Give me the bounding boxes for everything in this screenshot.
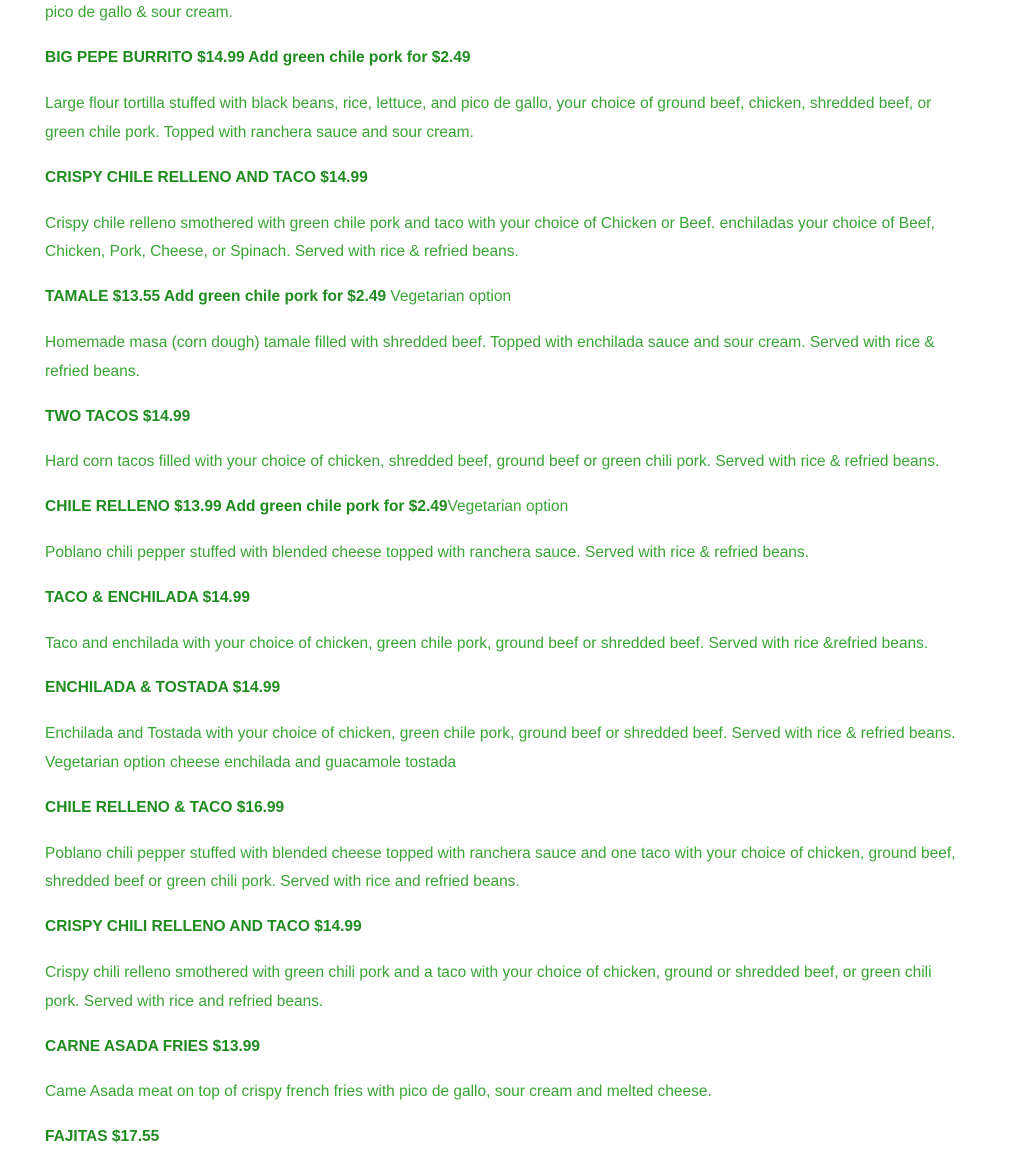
item-description-line: Taco and enchilada with your choice of chicken, green chile pork, ground beef or shredded beef. Served with rice &refried beans. [45, 635, 929, 652]
item-title-crispy-chili-relleno-and-taco: CRISPY CHILI RELLENO AND TACO $14.99 [45, 918, 362, 935]
item-description-line: Homemade masa (corn dough) tamale filled with shredded beef. Topped with enchilada sauce and sour cream. Served with rice & [45, 334, 935, 351]
item-description-line: Enchilada and Tostada with your choice of chicken, green chile pork, ground beef or shredded beef. Served with rice & refried beans. [45, 725, 956, 742]
menu-item-title [45, 588, 250, 608]
vegetarian-note: Vegetarian option [447, 498, 569, 515]
item-title-tamale: TAMALE $13.55 Add green chile pork for $2.49 [45, 288, 387, 305]
menu-item-title [45, 287, 511, 307]
item-title-fajitas: FAJITAS $17.55 [45, 1128, 160, 1145]
menu-item-title [45, 1127, 159, 1147]
item-title-chile-relleno: CHILE RELLENO $13.99 Add green chile pork for $2.49 [45, 498, 448, 515]
item-description-line: pork. Served with rice and refried beans. [45, 993, 324, 1010]
item-description-line: shredded beef or green chili pork. Served with rice and refried beans. [45, 873, 520, 890]
item-title-chile-relleno-and-taco: CHILE RELLENO & TACO $16.99 [45, 799, 285, 816]
menu-item-title [45, 1037, 260, 1057]
item-description-line: Hard corn tacos filled with your choice of chicken, shredded beef, ground beef or green chili pork. Served with rice & refried beans. [45, 453, 940, 470]
vegetarian-note: Vegetarian option [386, 288, 512, 305]
menu-item-title [45, 497, 568, 517]
item-title-carne-asada-fries: CARNE ASADA FRIES $13.99 [45, 1038, 261, 1055]
item-description-line: Crispy chili relleno smothered with green chili pork and a taco with your choice of chicken, ground or shredded beef, or green chili [45, 964, 932, 981]
menu-item-title [45, 917, 362, 937]
item-description-line: Vegetarian option cheese enchilada and guacamole tostada [45, 754, 457, 771]
item-description-line: Crispy chile relleno smothered with green chile pork and taco with your choice of Chicken or Beef. enchiladas your choice of Beef, [45, 215, 935, 232]
item-description-line: Came Asada meat on top of crispy french fries with pico de gallo, sour cream and melted cheese. [45, 1083, 712, 1100]
item-title-taco-and-enchilada: TACO & ENCHILADA $14.99 [45, 589, 250, 606]
menu-item-title [45, 678, 280, 698]
menu-item-title [45, 407, 190, 427]
menu-item-title [45, 168, 368, 188]
item-description-line: green chile pork. Topped with ranchera sauce and sour cream. [45, 124, 474, 141]
item-description-line: Chicken, Pork, Cheese, or Spinach. Served with rice & refried beans. [45, 243, 519, 260]
menu-item-title [45, 798, 284, 818]
item-title-big-pepe-burrito: BIG PEPE BURRITO $14.99 Add green chile pork for $2.49 [45, 49, 471, 66]
item-title-two-tacos: TWO TACOS $14.99 [45, 408, 191, 425]
intro-description-tail: pico de gallo & sour cream. [45, 4, 233, 21]
item-description-line: Poblano chili pepper stuffed with blended cheese topped with ranchera sauce. Served with rice & refried beans. [45, 544, 809, 561]
item-description-line: Poblano chili pepper stuffed with blended cheese topped with ranchera sauce and one taco with your choice of chicken, ground beef, [45, 845, 956, 862]
item-title-crispy-chile-relleno-and-taco: CRISPY CHILE RELLENO AND TACO $14.99 [45, 169, 368, 186]
item-title-enchilada-and-tostada: ENCHILADA & TOSTADA $14.99 [45, 679, 281, 696]
item-description-line: refried beans. [45, 363, 140, 380]
item-description-line: Large flour tortilla stuffed with black beans, rice, lettuce, and pico de gallo, your choice of ground beef, chicken, shredded beef, or [45, 95, 932, 112]
menu-item-title [45, 48, 471, 68]
